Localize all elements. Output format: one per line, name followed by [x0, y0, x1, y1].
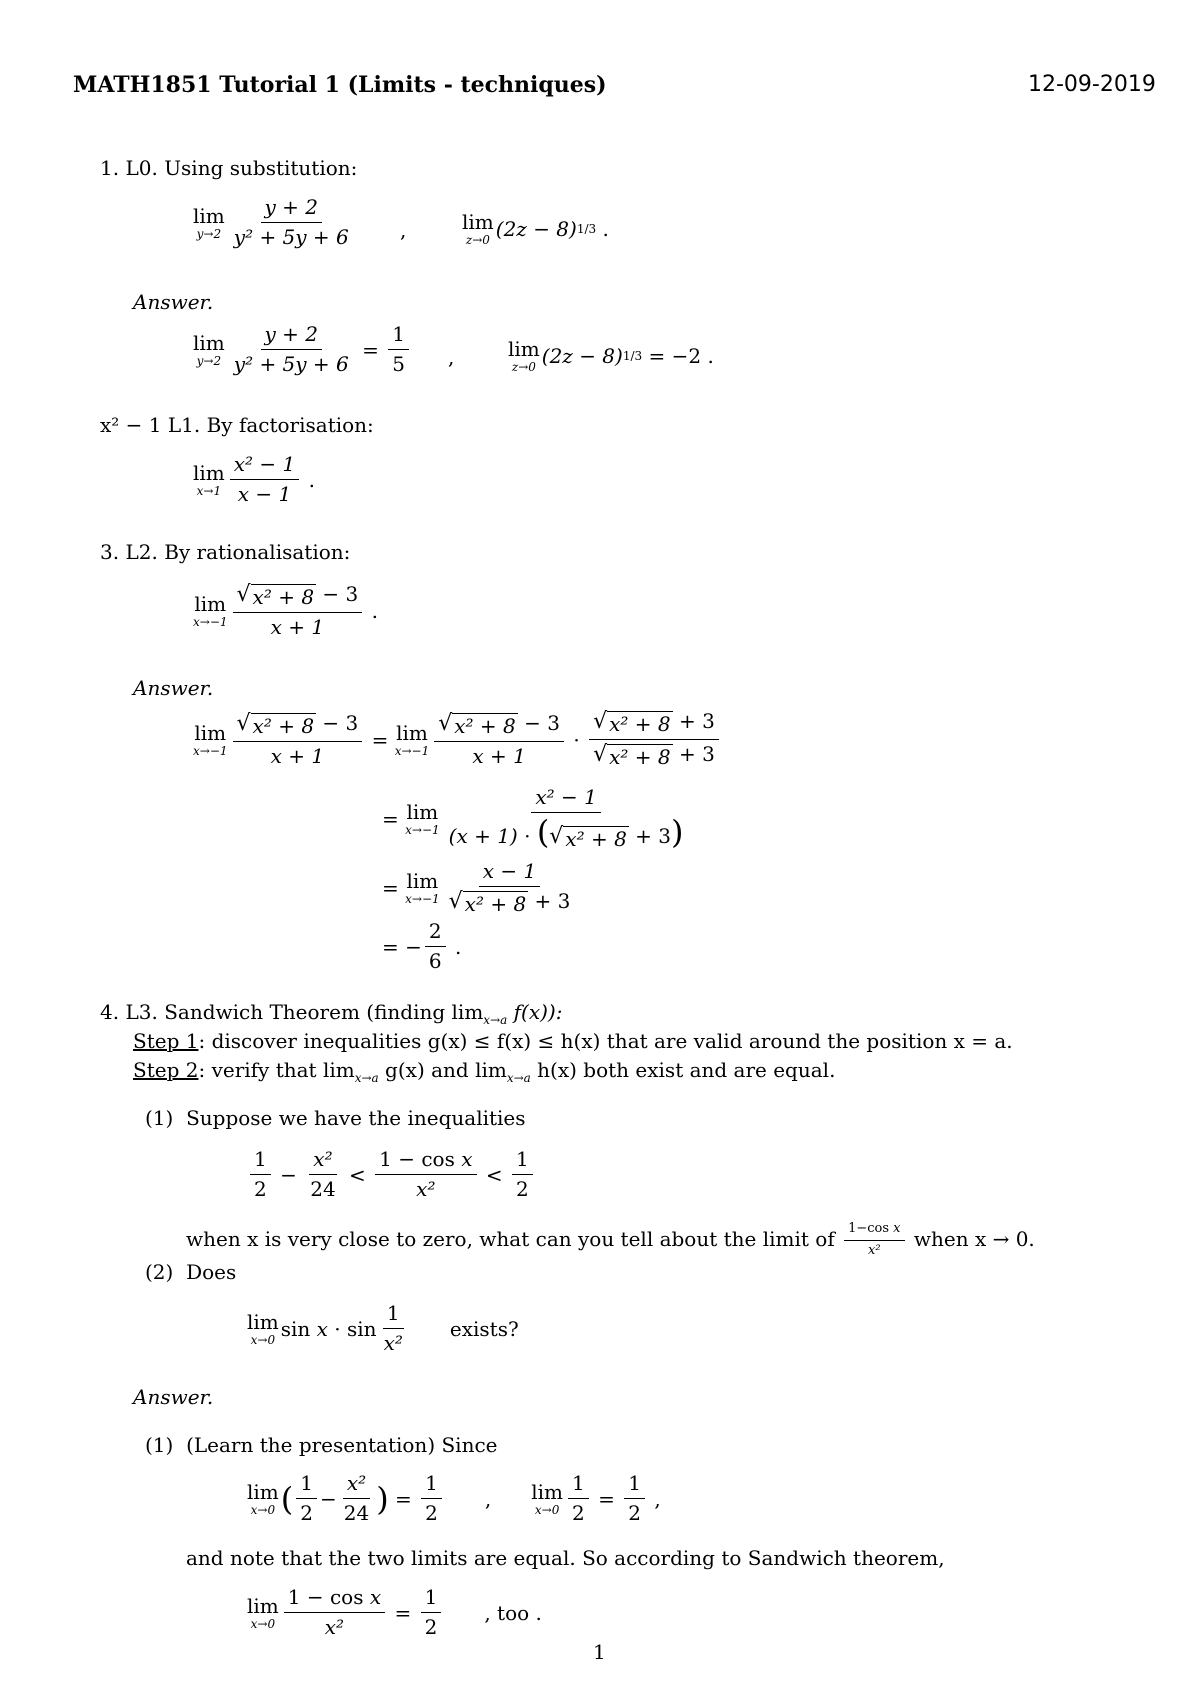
q3-problem: lim x→−1 √ x² + 8 − 3 x + 1 .	[193, 582, 378, 639]
q3-answer-line-4: = − $\frac{2}{6}$ .	[382, 919, 462, 973]
q4-part-1-question: when x is very close to zero, what can you tell about the limit of $\frac{\text{1−cos x}}{\text{x²}}$ when x → 0.	[186, 1221, 1035, 1258]
q3-answer-line-1: lim x→−1 √ x² + 8 − 3 x + 1 = lim x→−1 √ x² + 8 − 3 x + 1 · √ x² + 8 + 3 √ x² + 8 + 3	[193, 710, 722, 769]
q3-heading: 3. L2. By rationalisation:	[100, 540, 351, 564]
q4-part-1: (1) Suppose we have the inequalities	[145, 1106, 526, 1130]
limit-operator: lim z→0	[462, 210, 494, 247]
q4-answer-1-limits: lim x→0 ( $\frac{1}{2}$ − $\frac{\text{x²}}{24}$ ) = $\frac{1}{2}$ , lim x→0 $\frac{1}{2}$ = $\frac{1}{2}$ ,	[247, 1471, 661, 1525]
q4-answer-1-conclusion: lim x→0 $\frac{\text{1 − cos x}}{\text{x²}}$ = $\frac{1}{2}$ , too .	[247, 1585, 542, 1639]
q4-heading: 4. L3. Sandwich Theorem (finding $\lim_{x\to a} f(x)$):	[100, 1000, 563, 1027]
q4-inequality: $\frac{1}{2}$ − $\frac{\text{x²}}{24}$ < $\frac{\text{1 − cos x}}{\text{x²}}$ < $\frac{1}{2}$	[247, 1148, 536, 1201]
page-number: 1	[593, 1640, 606, 1664]
q4-answer-1-note: and note that the two limits are equal. So according to Sandwich theorem,	[186, 1546, 945, 1570]
q4-answer-1: (1) (Learn the presentation) Since	[145, 1433, 498, 1457]
q4-step-1: Step 1: discover inequalities g(x) ≤ f(x) ≤ h(x) that are valid around the position x = a.	[133, 1029, 1013, 1053]
q1-answer-label: Answer.	[133, 290, 214, 314]
q1-label: L0.	[125, 156, 158, 180]
q1-comma: ,	[400, 218, 407, 242]
page: MATH1851 Tutorial 1 (Limits - techniques) 12-09-2019 1. L0. Using substitution: lim y→2 $\frac{y + 2}{\text{y² + 5y + 6}}$ , lim z→0 (2z − 8) 1/3 . Answer. lim y→2 $\frac{y + 2}{\text{y² + 5y + 6}}$ = $\frac{1}{5}$ , lim z→0 (2z − 8) 1/3 = −2 . x² − 1 L1. By factorisation: lim x→1 $\frac{\text{x² − 1}}{x - 1}$ . 3. L2. By rationalisation: lim x→−1 √ x² + 8 − 3 x + 1 . Answer. lim x→−1 √ x² + 8 − 3 x + 1 = lim x→−1 √ x² + 8 − 3 x + 1 · √ x² + 8 + 3 √ x² + 8 + 3 = lim x→−1 x² − 1 (x + 1) · ( √ x² + 8 + 3) = lim x→−1 x − 1 √ x² + 8 + 3 = − $\frac{2}{6}$ . 4. L3. Sandwich Theorem (finding $\lim_{x\to a} f(x)$): Step 1: discover inequalities g(x) ≤ f(x) ≤ h(x) that are valid around the position x = a. Step 2: verify that $\lim_{x\to a} g(x)$ and $\lim_{x\to a} h(x)$ both exist and are equal. (1) Suppose we have the inequalities $\frac{1}{2}$ − $\frac{\text{x²}}{24}$ < $\frac{\text{1 − cos x}}{\text{x²}}$ < $\frac{1}{2}$ when x is very close to zero, what can you tell about the limit of $\frac{\text{1−cos x}}{\text{x²}}$ when x → 0. (2) Does lim x→0 sin x · sin $\frac{1}{\text{x²}}$ exists? Answer. (1) (Learn the presentation) Since lim x→0 ( $\frac{1}{2}$ − $\frac{\text{x²}}{24}$ ) = $\frac{1}{2}$ , lim x→0 $\frac{1}{2}$ = $\frac{1}{2}$ , and note that the two limits are equal. So according to Sandwich theorem, lim x→0 $\frac{\text{1 − cos x}}{\text{x²}}$ = $\frac{1}{2}$ , too . 1	[73, 72, 1156, 1664]
page-date: 12-09-2019	[1028, 72, 1156, 97]
q1-problem-a	[193, 196, 356, 249]
q1-answer-b: lim z→0 (2z − 8) 1/3 = −2 .	[508, 337, 714, 374]
expression: (2z − 8)	[495, 217, 577, 241]
q3-answer-line-3: = lim x→−1 x − 1 √ x² + 8 + 3	[382, 859, 571, 916]
q4-part-2-expression: lim x→0 sin x · sin $\frac{1}{\text{x²}}$ exists?	[247, 1301, 519, 1355]
q4-part-2: (2) Does	[145, 1260, 237, 1284]
q3-answer-label: Answer.	[133, 676, 214, 700]
page-title: MATH1851 Tutorial 1 (Limits - techniques)	[73, 72, 607, 98]
q1-problem-b: lim z→0 (2z − 8) 1/3 .	[462, 210, 609, 247]
limit-operator: lim y→2	[193, 203, 225, 241]
q4-answer-label: Answer.	[133, 1385, 214, 1409]
q1-text: Using substitution:	[164, 156, 358, 180]
q4-step-2: Step 2: verify that $\lim_{x\to a} g(x)$ and $\lim_{x\to a} h(x)$ both exist and are equal.	[133, 1058, 836, 1085]
q2-heading: x² − 1 L1. By factorisation:	[100, 413, 374, 437]
exponent: 1/3	[576, 222, 597, 236]
q2-problem: lim x→1 $\frac{\text{x² − 1}}{x - 1}$ .	[193, 452, 315, 506]
q3-answer-line-2: = lim x→−1 x² − 1 (x + 1) · ( √ x² + 8 + 3)	[382, 785, 684, 851]
q1-answer-a: lim y→2 $\frac{y + 2}{\text{y² + 5y + 6}}$ = $\frac{1}{5}$	[193, 323, 412, 376]
fraction: $\frac{y + 2}{\text{y² + 5y + 6}}$	[233, 195, 349, 249]
q1-heading	[100, 156, 357, 180]
q1-number: 1.	[100, 156, 120, 180]
